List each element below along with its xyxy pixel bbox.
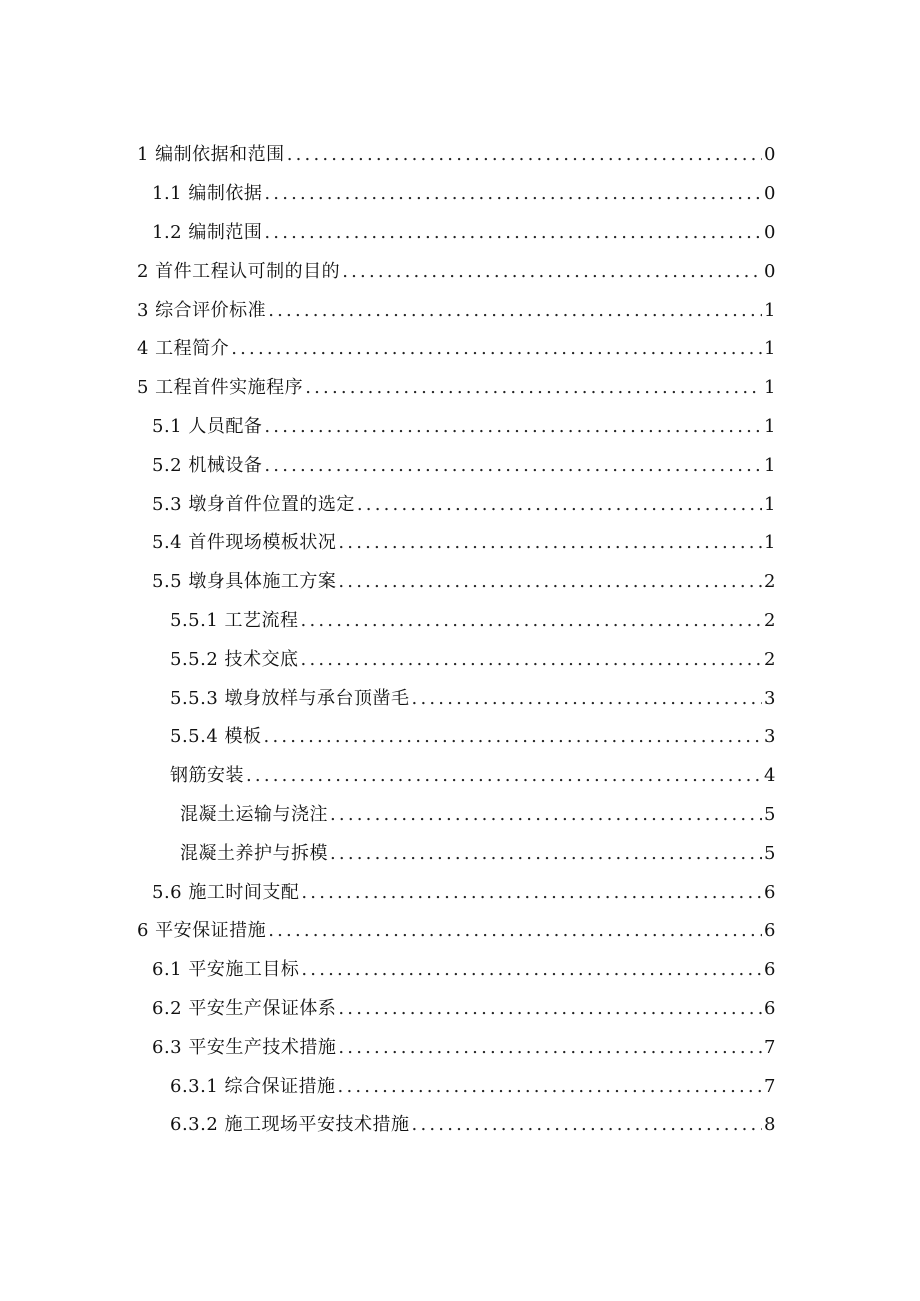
toc-entry-title: 5.5.3 墩身放样与承台顶凿毛 (170, 687, 410, 709)
toc-dot-leader (338, 998, 762, 1020)
toc-dot-leader (264, 222, 762, 244)
toc-dot-leader (231, 338, 762, 360)
toc-entry[interactable] (0, 796, 920, 835)
toc-entry-title: 5.1 人员配备 (152, 415, 263, 437)
toc-page-number: 1 (764, 532, 776, 554)
toc-dot-leader (412, 688, 762, 710)
toc-entry[interactable] (0, 873, 920, 912)
toc-entry[interactable] (0, 446, 920, 485)
toc-entry[interactable] (0, 990, 920, 1029)
toc-page-number: 1 (764, 493, 776, 515)
toc-page-number: 1 (764, 338, 776, 360)
toc-dot-leader (264, 416, 762, 438)
toc-dot-leader (412, 1114, 762, 1136)
toc-page-number: 0 (764, 260, 776, 282)
toc-dot-leader (305, 377, 762, 399)
toc-dot-leader (357, 494, 762, 516)
toc-page-number: 6 (764, 920, 776, 942)
toc-entry-title: 5.5.2 技术交底 (170, 648, 299, 670)
toc-entry-title: 1.1 编制依据 (152, 183, 263, 205)
toc-page-number: 7 (764, 1075, 776, 1097)
toc-entry[interactable] (0, 912, 920, 951)
toc-dot-leader (268, 300, 762, 322)
toc-entry-title: 6.3.2 施工现场平安技术措施 (170, 1114, 410, 1136)
toc-entry-title: 5.4 首件现场模板状况 (152, 532, 337, 554)
toc-entry-title: 6.1 平安施工目标 (152, 959, 300, 981)
toc-entry[interactable] (0, 330, 920, 369)
toc-entry-title: 混凝土运输与浇注 (180, 803, 328, 825)
toc-entry[interactable] (0, 1067, 920, 1106)
toc-dot-leader (330, 804, 762, 826)
toc-dot-leader (268, 920, 762, 942)
toc-entry-title: 5.2 机械设备 (152, 454, 263, 476)
toc-dot-leader (246, 765, 762, 787)
toc-entry-title: 1.2 编制范围 (152, 221, 263, 243)
toc-entry[interactable] (0, 1028, 920, 1067)
toc-entry-title: 钢筋安装 (170, 765, 244, 787)
toc-entry[interactable] (0, 252, 920, 291)
toc-entry[interactable] (0, 136, 920, 175)
toc-page-number: 5 (764, 803, 776, 825)
toc-entry-title: 6.2 平安生产保证体系 (152, 997, 337, 1019)
toc-entry-title: 3 综合评价标准 (137, 299, 267, 321)
toc-dot-leader (264, 183, 762, 205)
toc-entry-title: 2 首件工程认可制的目的 (137, 260, 341, 282)
toc-page-number: 1 (764, 415, 776, 437)
toc-entry[interactable] (0, 718, 920, 757)
toc-entry[interactable] (0, 640, 920, 679)
toc-dot-leader (301, 610, 762, 632)
toc-entry[interactable] (0, 602, 920, 641)
toc-page-number: 5 (764, 842, 776, 864)
toc-dot-leader (338, 1076, 762, 1098)
toc-dot-leader (342, 261, 762, 283)
toc-page-number: 6 (764, 881, 776, 903)
toc-entry-title: 5.5.4 模板 (170, 726, 262, 748)
toc-entry-title: 6.3 平安生产技术措施 (152, 1036, 337, 1058)
toc-dot-leader (338, 532, 762, 554)
toc-entry-title: 5.5.1 工艺流程 (170, 609, 299, 631)
toc-page-number: 3 (764, 726, 776, 748)
toc-dot-leader (264, 455, 762, 477)
toc-entry-title: 5.5 墩身具体施工方案 (152, 571, 337, 593)
toc-page-number: 3 (764, 687, 776, 709)
toc-dot-leader (301, 959, 762, 981)
toc-page-number: 2 (764, 648, 776, 670)
toc-dot-leader (338, 571, 762, 593)
toc-entry[interactable] (0, 408, 920, 447)
toc-entry[interactable] (0, 563, 920, 602)
toc-dot-leader (330, 843, 762, 865)
toc-entry-title: 混凝土养护与拆模 (180, 842, 328, 864)
toc-entry[interactable] (0, 369, 920, 408)
toc-entry-title: 1 编制依据和范围 (137, 144, 285, 166)
toc-page-number: 0 (764, 144, 776, 166)
toc-entry-title: 4 工程简介 (137, 338, 230, 360)
toc-entry-title: 5.6 施工时间支配 (152, 881, 300, 903)
toc-entry[interactable] (0, 214, 920, 253)
toc-entry[interactable] (0, 291, 920, 330)
toc-page-number: 7 (764, 1036, 776, 1058)
toc-page-number: 6 (764, 997, 776, 1019)
toc-page-number: 0 (764, 183, 776, 205)
toc-entry-title: 6.3.1 综合保证措施 (170, 1075, 336, 1097)
toc-page-number: 1 (764, 299, 776, 321)
toc-entry[interactable] (0, 834, 920, 873)
toc-entry[interactable] (0, 679, 920, 718)
toc-page-number: 2 (764, 609, 776, 631)
toc-entry[interactable] (0, 757, 920, 796)
toc-dot-leader (338, 1037, 762, 1059)
toc-dot-leader (301, 882, 762, 904)
toc-page-number: 1 (764, 377, 776, 399)
toc-dot-leader (264, 726, 762, 748)
toc-entry[interactable] (0, 175, 920, 214)
toc-entry[interactable] (0, 1106, 920, 1145)
toc-page-number: 0 (764, 221, 776, 243)
toc-page-number: 4 (764, 765, 776, 787)
toc-page-number: 2 (764, 571, 776, 593)
toc-page-number: 8 (764, 1114, 776, 1136)
toc-entry-title: 5 工程首件实施程序 (137, 377, 304, 399)
toc-page-number: 1 (764, 454, 776, 476)
toc-entry[interactable] (0, 951, 920, 990)
toc-entry[interactable] (0, 524, 920, 563)
table-of-contents (0, 136, 920, 1145)
toc-dot-leader (287, 144, 762, 166)
toc-entry-title: 5.3 墩身首件位置的选定 (152, 493, 355, 515)
toc-entry[interactable] (0, 485, 920, 524)
toc-page-number: 6 (764, 959, 776, 981)
toc-entry-title: 6 平安保证措施 (137, 920, 267, 942)
toc-dot-leader (301, 649, 762, 671)
